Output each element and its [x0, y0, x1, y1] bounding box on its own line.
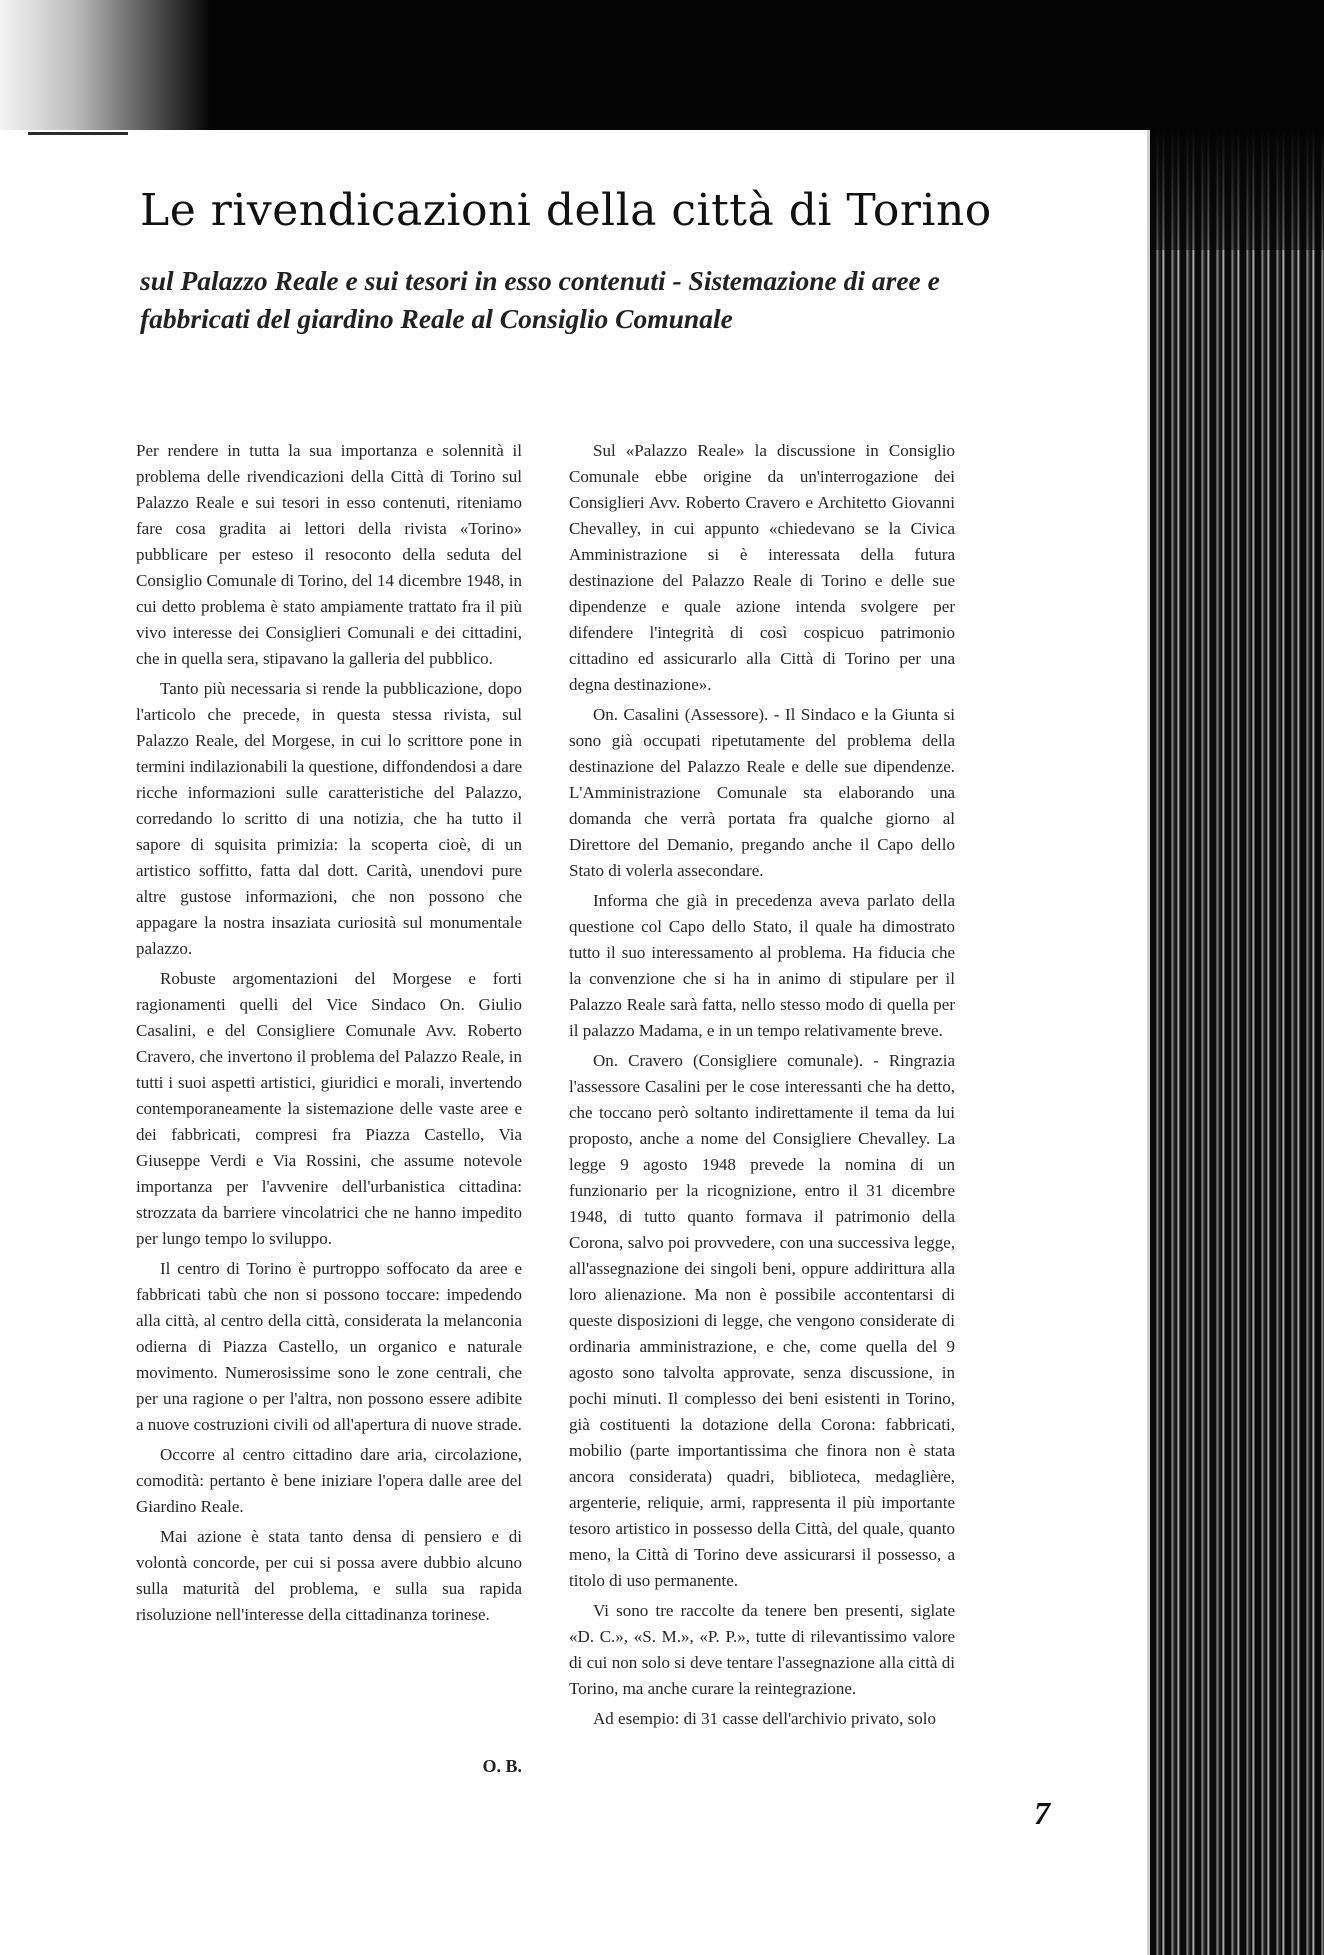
paragraph: Ad esempio: di 31 casse dell'archivio privato, solo	[593, 1709, 936, 1728]
left-column	[136, 438, 522, 1632]
paragraph: On. Casalini (Assessore). - Il Sindaco e la Giunta si sono già occupati ripetutamente del problema della destinazione del Palazzo Reale e delle sue dipendenze. L'Amministrazione Comunale sta elaborando una domanda che verrà portata fra qualche giorno al Direttore del Demanio, pregando anche il Capo dello Stato di volerla assecondare.	[569, 705, 955, 880]
paragraph: Mai azione è stata tanto densa di pensiero e di volontà concorde, per cui si possa avere dubbio alcuno sulla maturità del problema, e sulla sua rapida risoluzione nell'interesse della cittadinanza torinese.	[136, 1527, 522, 1624]
dark-background-band	[0, 0, 1324, 130]
paragraph: Robuste argomentazioni del Morgese e forti ragionamenti quelli del Vice Sindaco On. Giulio Casalini, e del Consigliere Comunale Avv. Roberto Cravero, che invertono il problema del Palazzo Reale, in tutti i suoi aspetti artistici, giuridici e morali, invertendo contemporaneamente la sistemazione delle vaste aree e dei fabbricati, compresi fra Piazza Castello, Via Giuseppe Verdi e Via Rossini, che assume notevole importanza per l'avvenire dell'urbanistica cittadina: strozzata da barriere vincolatrici che ne hanno impedito per lungo tempo lo sviluppo.	[136, 969, 522, 1248]
paragraph: Per rendere in tutta la sua importanza e solennità il problema delle rivendicazioni della Città di Torino sul Palazzo Reale e sui tesori in esso contenuti, riteniamo fare cosa gradita ai lettori della rivista «Torino» pubblicare per esteso il resoconto della seduta del Consiglio Comunale di Torino, del 14 dicembre 1948, in cui detto problema è stato ampiamente trattato fra il più vivo interesse dei Consiglieri Comunali e dei cittadini, che in quella sera, stipavano la galleria del pubblico.	[136, 441, 522, 668]
paragraph: Tanto più necessaria si rende la pubblicazione, dopo l'articolo che precede, in questa stessa rivista, sul Palazzo Reale, del Morgese, in cui lo scrittore pone in termini indilazionabili la questione, diffondendosi a dare ricche informazioni sulle caratteristiche del Palazzo, corredando lo scritto di una notizia, che ha tutto il sapore di squisita primizia: la scoperta cioè, di un artistico soffitto, fatta dal dott. Carità, unendovi pure altre gustose informazioni, che non possono che appagare la nostra insaziata curiosità sul monumentale palazzo.	[136, 679, 522, 958]
right-column	[569, 438, 955, 1736]
paragraph: Occorre al centro cittadino dare aria, circolazione, comodità: pertanto è bene iniziare l'opera dalle aree del Giardino Reale.	[136, 1445, 522, 1516]
author-signature: O. B.	[482, 1756, 522, 1776]
paragraph: Sul «Palazzo Reale» la discussione in Consiglio Comunale ebbe origine da un'interrogazione dei Consiglieri Avv. Roberto Cravero e Architetto Giovanni Chevalley, in cui appunto «chiedevano se la Civica Amministrazione si è interessata della futura destinazione del Palazzo Reale di Torino e delle sue dipendenze e quale azione intenda svolgere per difendere l'integrità di così cospicuo patrimonio cittadino ed assicurarlo alla Città di Torino per una degna destinazione».	[569, 441, 955, 694]
paragraph: Il centro di Torino è purtroppo soffocato da aree e fabbricati tabù che non si possono toccare: impedendo alla città, al centro della città, considerata la melanconia odierna di Piazza Castello, un organico e naturale movimento. Numerosissime sono le zone centrali, che per una ragione o per l'altra, non possono essere adibite a nuove costruzioni civili od all'apertura di nuove strade.	[136, 1259, 522, 1434]
article-title: Le rivendicazioni della città di Torino	[140, 185, 992, 236]
article-subtitle: sul Palazzo Reale e sui tesori in esso contenuti - Sistemazione di aree e fabbricati del giardino Reale al Consiglio Comunale	[140, 265, 940, 334]
paragraph: Vi sono tre raccolte da tenere ben presenti, siglate «D. C.», «S. M.», «P. P.», tutte di rilevantissimo valore di cui non solo si deve tentare l'assegnazione alla città di Torino, ma anche curare la reintegrazione.	[569, 1601, 955, 1698]
page-top-rule	[28, 132, 128, 135]
paragraph: Informa che già in precedenza aveva parlato della questione col Capo dello Stato, il quale ha dimostrato tutto il suo interessamento al problema. Ha fiducia che la convenzione che si ha in animo di stipulare per il Palazzo Reale sarà fatta, nello stesso modo di quella per il palazzo Madama, e in un tempo relativamente breve.	[569, 891, 955, 1040]
paragraph: On. Cravero (Consigliere comunale). - Ringrazia l'assessore Casalini per le cose interessanti che ha detto, che toccano però soltanto indirettamente il tema da lui proposto, anche a nome del Consigliere Chevalley. La legge 9 agosto 1948 prevede la nomina di un funzionario per la ricognizione, entro il 31 dicembre 1948, di tutto quanto formava il patrimonio della Corona, salvo poi provvedere, con una successiva legge, all'assegnazione dei singoli beni, oppure addirittura alla loro alienazione. Ma non è possibile accontentarsi di queste disposizioni di legge, che vengono considerate di ordinaria amministrazione, e che, come quella del 9 agosto sono talvolta approvate, senza discussione, in pochi minuti. Il complesso dei beni esistenti in Torino, già costituenti la dotazione della Corona: fabbricati, mobilio (parte importantissima che finora non è stata ancora considerata) quadri, biblioteca, medaglière, argenterie, reliquie, armi, rappresenta il più importante tesoro artistico in possesso della Città, del quale, quanto meno, la Città di Torino deve assicurarsi il possesso, a titolo di uso permanente.	[569, 1051, 955, 1590]
page-number: 7	[1034, 1795, 1050, 1831]
stacked-page-edges	[1150, 130, 1324, 1955]
